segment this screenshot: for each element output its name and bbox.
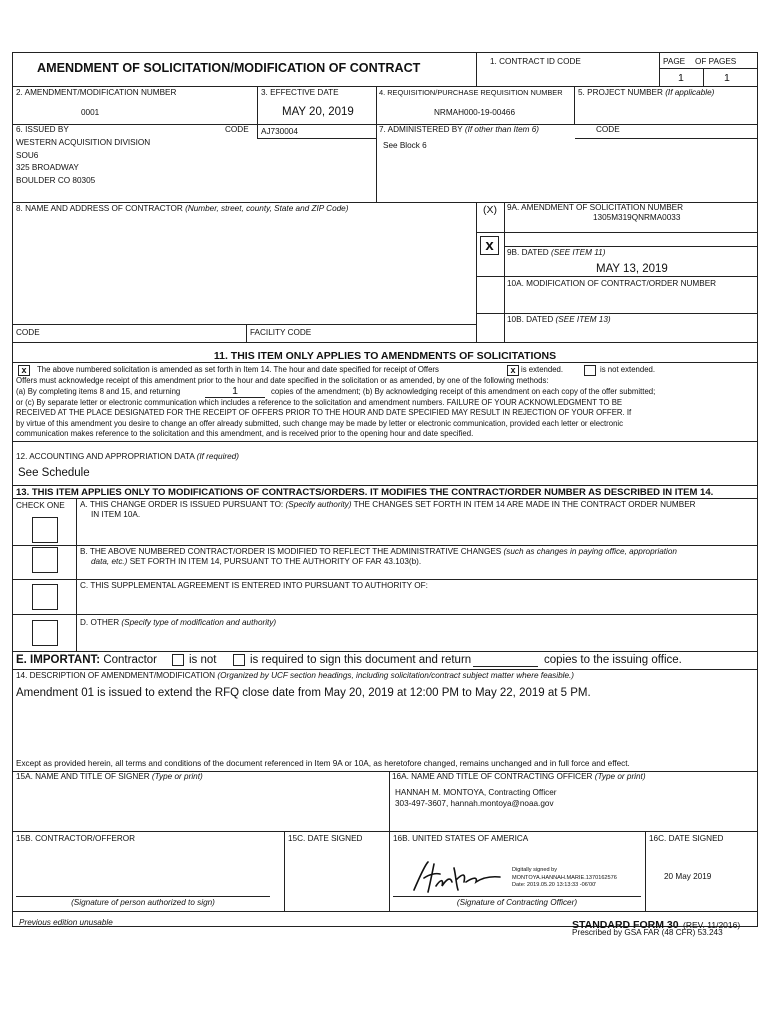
accounting-hint: (If required): [196, 452, 239, 461]
issued-code-label: CODE: [225, 125, 249, 134]
of-pages-label: OF PAGES: [695, 57, 737, 66]
item-9b-label: 9B. DATED: [507, 248, 549, 257]
facility-code-label: FACILITY CODE: [250, 328, 312, 337]
officer-line: 303-497-3607, hannah.montoya@noaa.gov: [395, 799, 554, 809]
s13-c-text: C. THIS SUPPLEMENTAL AGREEMENT IS ENTERED INTO PURSUANT TO AUTHORITY OF:: [80, 581, 428, 590]
is-required-checkbox[interactable]: [233, 654, 245, 666]
eff-date-label: 3. EFFECTIVE DATE: [261, 88, 339, 97]
contractor-hint: (Number, street, county, State and ZIP Code): [185, 204, 349, 213]
desc-label: 14. DESCRIPTION OF AMENDMENT/MODIFICATION: [16, 671, 216, 680]
code-bottom-label: CODE: [16, 328, 40, 337]
desc-hint: (Organized by UCF section headings, including solicitation/contract subject matter where feasible.): [217, 671, 575, 680]
of-pages-value: 1: [724, 72, 730, 84]
section-11-title: 11. THIS ITEM ONLY APPLIES TO AMENDMENTS OF SOLICITATIONS: [213, 350, 557, 362]
date-signed-16c-label: 16C. DATE SIGNED: [649, 834, 724, 843]
item-9a-label: 9A. AMENDMENT OF SOLICITATION NUMBER: [507, 203, 684, 212]
s11-text-line: by virtue of this amendment you desire to change an offer already submitted, such change may be made by letter or electronic communication, provided each letter or electronic: [16, 419, 624, 428]
project-no-label: 5. PROJECT NUMBER: [578, 88, 663, 97]
important-is-not: is not: [189, 654, 217, 666]
s13-a-text3: IN ITEM 10A.: [91, 510, 141, 519]
s11-text-line: Offers must acknowledge receipt of this amendment prior to the hour and date specified in the solicitation or as amended, by one of the following methods:: [16, 376, 549, 385]
copies-field[interactable]: [473, 666, 538, 667]
amend-no-label: 2. AMENDMENT/MODIFICATION NUMBER: [16, 88, 177, 97]
project-no-hint: (If applicable): [665, 88, 715, 97]
admin-code-label: CODE: [596, 125, 620, 134]
s11-copies-field[interactable]: 1: [205, 386, 265, 398]
x-column-header: (X): [483, 204, 497, 216]
req-no-value: NRMAH000-19-00466: [434, 108, 516, 117]
prescribed-by: Prescribed by GSA FAR (48 CFR) 53.243: [572, 928, 723, 937]
s11-amended-checkbox[interactable]: x: [18, 365, 30, 376]
sig-officer-caption: (Signature of Contracting Officer): [456, 898, 578, 907]
item-9a-value: 1305M319QNRMA0033: [593, 213, 681, 222]
page-value: 1: [678, 72, 684, 84]
important-copies: copies to the issuing office.: [544, 654, 682, 666]
issued-by-line: BOULDER CO 80305: [16, 175, 96, 185]
officer-label: 16A. NAME AND TITLE OF CONTRACTING OFFICER: [392, 772, 593, 781]
s11-not-extended-label: is not extended.: [600, 365, 656, 374]
s11-text-line: or (c) By separate letter or electronic communication which includes a reference to the solicitation and amendment numbers. FAILURE OF YOUR ACKNOWLEDGMENT TO BE: [16, 398, 623, 407]
check-one-label: CHECK ONE: [16, 501, 65, 510]
signature-icon: [406, 856, 506, 896]
s11-text-line: RECEIVED AT THE PLACE DESIGNATED FOR THE RECEIPT OF OFFERS PRIOR TO THE HOUR AND DATE SPECIFIED MAY RESULT IN REJECTION OF YOUR OFFER. If: [16, 408, 632, 417]
officer-info: [395, 787, 557, 810]
accounting-label: 12. ACCOUNTING AND APPROPRIATION DATA: [16, 452, 195, 461]
desc-value: Amendment 01 is issued to extend the RFQ close date from May 20, 2019 at 12:00 PM to May 22, 2019 at 5 PM.: [16, 687, 591, 699]
contractor-sig-label: 15B. CONTRACTOR/OFFEROR: [16, 834, 136, 843]
digital-sig-line: MONTOYA.HANNAH.MARIE.1370162576: [512, 874, 617, 881]
section-13-title: 13. THIS ITEM APPLIES ONLY TO MODIFICATIONS OF CONTRACTS/ORDERS. IT MODIFIES THE CONTRACT/ORDER NUMBER AS DESCRIBED IN ITEM 14.: [16, 487, 714, 498]
contractor-label: 8. NAME AND ADDRESS OF CONTRACTOR: [16, 204, 183, 213]
admin-by-hint: (If other than Item 6): [464, 125, 540, 134]
previous-edition-note: Previous edition unusable: [19, 918, 113, 927]
important-is-required: is required to sign this document and return: [250, 654, 472, 666]
s13-d-hint: (Specify type of modification and authority): [121, 618, 277, 627]
item-9b-hint: (SEE ITEM 11): [551, 248, 606, 257]
s13-b-text: B. THE ABOVE NUMBERED CONTRACT/ORDER IS MODIFIED TO REFLECT THE ADMINISTRATIVE CHANGES: [80, 547, 502, 556]
form-title: AMENDMENT OF SOLICITATION/MODIFICATION OF CONTRACT: [37, 61, 421, 75]
s13-a-text: A. THIS CHANGE ORDER IS ISSUED PURSUANT TO:: [80, 500, 284, 509]
item-9a-checkbox[interactable]: x: [480, 236, 499, 255]
req-no-label: 4. REQUISITION/PURCHASE REQUISITION NUMBER: [379, 88, 563, 97]
date-16c-value: 20 May 2019: [664, 872, 712, 881]
digital-signature-stamp: [512, 867, 617, 890]
except-text: Except as provided herein, all terms and conditions of the document referenced in Item 9A or 10A, as heretofore changed, remains unchanged and in full force and effect.: [16, 759, 630, 768]
s13-d-checkbox[interactable]: [32, 620, 58, 646]
digital-sig-line: Digitally signed by: [512, 867, 558, 873]
admin-by-value: See Block 6: [383, 141, 427, 150]
issued-by-line: SOU6: [16, 150, 39, 160]
item-10b-label: 10B. DATED: [507, 315, 554, 324]
contract-id-label: 1. CONTRACT ID CODE: [490, 57, 581, 66]
accounting-value: See Schedule: [18, 467, 90, 479]
issued-code-value: AJ730004: [261, 127, 298, 136]
standard-form-label: STANDARD FORM 30: [572, 919, 679, 931]
s11-not-extended-checkbox[interactable]: [584, 365, 596, 376]
issued-by-line: 325 BROADWAY: [16, 163, 79, 173]
rev-text: (REV. 11/2016): [683, 920, 741, 930]
amend-no-value: 0001: [81, 108, 100, 117]
s13-a-text2: THE CHANGES SET FORTH IN ITEM 14 ARE MADE IN THE CONTRACT ORDER NUMBER: [353, 500, 696, 509]
date-signed-15c-label: 15C. DATE SIGNED: [288, 834, 363, 843]
officer-line: HANNAH M. MONTOYA, Contracting Officer: [395, 788, 557, 797]
issued-by-line: WESTERN ACQUISITION DIVISION: [16, 138, 151, 147]
s11-line1: The above numbered solicitation is amended as set forth in Item 14. The hour and date specified for receipt of Offers: [37, 365, 439, 374]
s13-b-hint: (such as changes in paying office, appropriation: [503, 547, 677, 556]
s13-a-hint: (Specify authority): [285, 500, 352, 509]
item-9b-value: MAY 13, 2019: [596, 263, 668, 275]
signer-label: 15A. NAME AND TITLE OF SIGNER: [16, 772, 150, 781]
important-contractor: Contractor: [103, 654, 158, 666]
s13-c-checkbox[interactable]: [32, 584, 58, 610]
issued-by-address: [16, 137, 150, 187]
s11-text-line: communication makes reference to the solicitation and this amendment, and is received prior to the opening hour and date specified.: [16, 429, 474, 438]
digital-sig-line: Date: 2019.05.20 13:13:33 -06'00': [512, 882, 597, 889]
admin-by-label: 7. ADMINISTERED BY: [379, 125, 463, 134]
issued-by-label: 6. ISSUED BY: [16, 125, 69, 134]
s13-b-hint2: data, etc.): [91, 557, 128, 566]
s13-b-text2: SET FORTH IN ITEM 14, PURSUANT TO THE AUTHORITY OF FAR 43.103(b).: [129, 557, 422, 566]
eff-date-value: MAY 20, 2019: [282, 106, 354, 118]
s13-a-checkbox[interactable]: [32, 517, 58, 543]
page-label: PAGE: [663, 57, 686, 66]
s11-extended-label: is extended.: [521, 365, 564, 374]
usa-label: 16B. UNITED STATES OF AMERICA: [393, 834, 529, 843]
sf30-form: [12, 52, 758, 927]
item-10a-label: 10A. MODIFICATION OF CONTRACT/ORDER NUMBER: [507, 279, 717, 288]
s13-d-text: D. OTHER: [80, 618, 120, 627]
signer-hint: (Type or print): [151, 772, 203, 781]
s11-extended-checkbox[interactable]: x: [507, 365, 519, 376]
s13-b-checkbox[interactable]: [32, 547, 58, 573]
officer-hint: (Type or print): [594, 772, 646, 781]
important-label: E. IMPORTANT:: [16, 654, 101, 666]
is-not-checkbox[interactable]: [172, 654, 184, 666]
s11-text-line: (a) By completing items 8 and 15, and returning: [16, 387, 181, 396]
s11-copies-text: copies of the amendment; (b) By acknowledging receipt of this amendment on each copy of the offer submitted;: [271, 387, 656, 396]
item-10b-hint: (SEE ITEM 13): [555, 315, 611, 324]
sig-person-caption: (Signature of person authorized to sign): [71, 898, 215, 907]
